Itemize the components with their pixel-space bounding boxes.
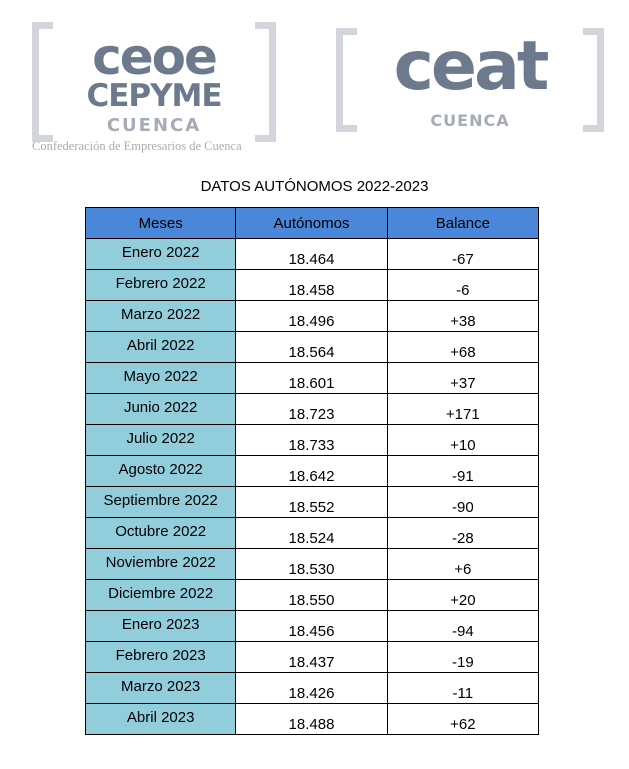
- ceoe-cuenca-text: CUENCA: [106, 115, 202, 136]
- cell-balance: -11: [387, 673, 538, 704]
- cell-balance: +37: [387, 363, 538, 394]
- cell-balance: +68: [387, 332, 538, 363]
- logo-bracket-right: [583, 28, 604, 132]
- table-row: [86, 704, 539, 735]
- table-row: [86, 518, 539, 549]
- cell-month: Octubre 2022: [86, 518, 236, 549]
- cell-autonomos: 18.488: [236, 704, 387, 735]
- cell-autonomos: 18.496: [236, 301, 387, 332]
- cell-autonomos: 18.601: [236, 363, 387, 394]
- cell-month: Febrero 2022: [86, 270, 236, 301]
- column-header-meses: Meses: [86, 208, 236, 239]
- table-row: [86, 394, 539, 425]
- cell-balance: -67: [387, 239, 538, 270]
- column-header-autonomos: Autónomos: [236, 208, 387, 239]
- cell-month: Enero 2022: [86, 239, 236, 270]
- ceoe-cepyme-logo: [32, 22, 276, 156]
- cell-balance: +38: [387, 301, 538, 332]
- cell-autonomos: 18.530: [236, 549, 387, 580]
- table-row: [86, 549, 539, 580]
- table-row: [86, 611, 539, 642]
- cell-balance: +20: [387, 580, 538, 611]
- cell-month: Noviembre 2022: [86, 549, 236, 580]
- cell-balance: +171: [387, 394, 538, 425]
- ceoe-logo-text: ceoe: [92, 28, 216, 86]
- cell-month: Agosto 2022: [86, 456, 236, 487]
- cell-autonomos: 18.437: [236, 642, 387, 673]
- table-row: [86, 580, 539, 611]
- cell-month: Septiembre 2022: [86, 487, 236, 518]
- table-body: [86, 239, 539, 735]
- cell-autonomos: 18.564: [236, 332, 387, 363]
- cell-autonomos: 18.456: [236, 611, 387, 642]
- cell-autonomos: 18.642: [236, 456, 387, 487]
- cell-month: Abril 2022: [86, 332, 236, 363]
- cell-month: Febrero 2023: [86, 642, 236, 673]
- cell-month: Abril 2023: [86, 704, 236, 735]
- document-title: DATOS AUTÓNOMOS 2022-2023: [200, 178, 429, 195]
- cell-month: Mayo 2022: [86, 363, 236, 394]
- table-row: [86, 456, 539, 487]
- ceat-logo-text: ceat: [393, 27, 547, 106]
- table-row: [86, 642, 539, 673]
- ceoe-tagline: Confederación de Empresarios de Cuenca: [32, 139, 242, 153]
- cell-balance: +10: [387, 425, 538, 456]
- cell-autonomos: 18.723: [236, 394, 387, 425]
- ceat-logo: [336, 28, 604, 132]
- cell-balance: -91: [387, 456, 538, 487]
- table-row: [86, 673, 539, 704]
- logo-bracket-right: [255, 22, 276, 142]
- cell-balance: +62: [387, 704, 538, 735]
- cell-month: Marzo 2023: [86, 673, 236, 704]
- cell-balance: -6: [387, 270, 538, 301]
- cell-balance: +6: [387, 549, 538, 580]
- table-row: [86, 425, 539, 456]
- cell-autonomos: 18.524: [236, 518, 387, 549]
- table-row: [86, 270, 539, 301]
- cell-autonomos: 18.426: [236, 673, 387, 704]
- cell-autonomos: 18.458: [236, 270, 387, 301]
- cell-month: Julio 2022: [86, 425, 236, 456]
- column-header-balance: Balance: [387, 208, 538, 239]
- cell-month: Diciembre 2022: [86, 580, 236, 611]
- cell-autonomos: 18.733: [236, 425, 387, 456]
- table-header-row: [86, 208, 539, 239]
- cell-autonomos: 18.550: [236, 580, 387, 611]
- autonomos-table: [85, 207, 539, 735]
- cell-month: Enero 2023: [86, 611, 236, 642]
- logo-bracket-left: [336, 28, 357, 132]
- table-row: [86, 363, 539, 394]
- cell-autonomos: 18.464: [236, 239, 387, 270]
- cell-autonomos: 18.552: [236, 487, 387, 518]
- cepyme-logo-text: CEPYME: [86, 78, 222, 114]
- cell-month: Marzo 2022: [86, 301, 236, 332]
- table-row: [86, 487, 539, 518]
- cell-balance: -94: [387, 611, 538, 642]
- table-row: [86, 332, 539, 363]
- table-row: [86, 239, 539, 270]
- cell-balance: -19: [387, 642, 538, 673]
- table-row: [86, 301, 539, 332]
- cell-month: Junio 2022: [86, 394, 236, 425]
- logo-bracket-left: [32, 22, 53, 142]
- cell-balance: -90: [387, 487, 538, 518]
- ceat-cuenca-text: CUENCA: [430, 111, 510, 130]
- cell-balance: -28: [387, 518, 538, 549]
